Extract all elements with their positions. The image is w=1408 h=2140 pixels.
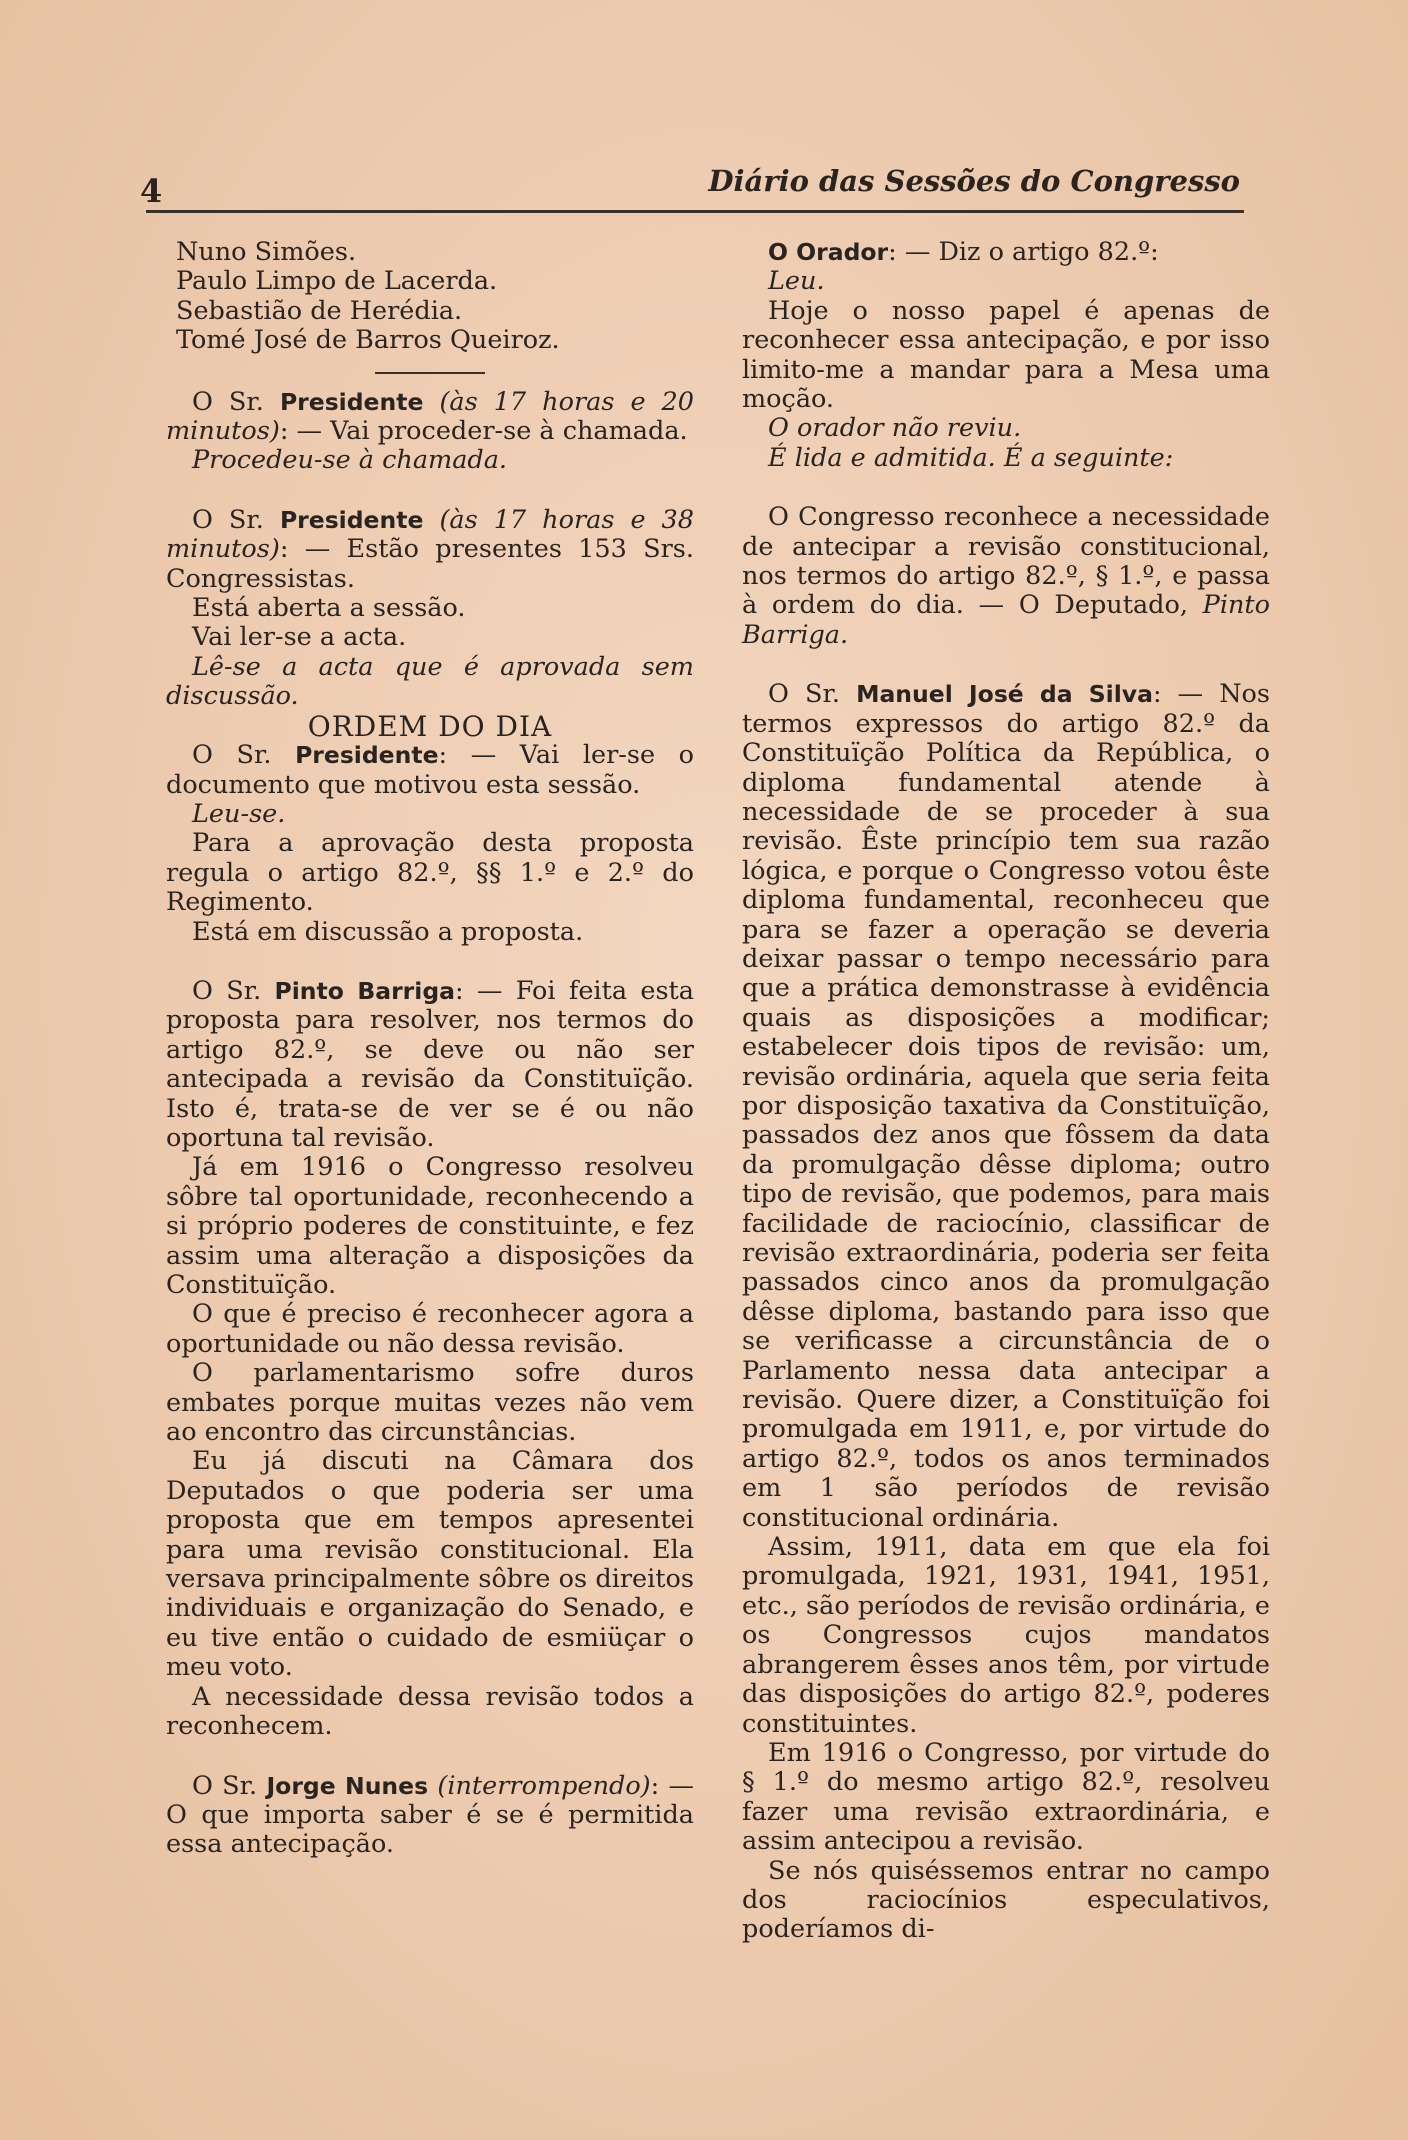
- speaker-name: Presidente: [279, 387, 424, 416]
- speech-line: A necessidade dessa revisão todos a reconhecem.: [166, 1681, 694, 1742]
- speaker-name: Pinto Barriga: [274, 976, 456, 1005]
- speech-line: Já em 1916 o Congresso resolveu sôbre tal oportunidade, reconhecendo a si próprio poderes de constituinte, e fez assim uma alteração a disposições da Constituïção.: [166, 1152, 694, 1300]
- procedural-note: Leu.: [768, 266, 825, 297]
- speaker-prefix: O Sr.: [192, 386, 264, 417]
- running-title: Diário das Sessões do Congresso: [708, 164, 1240, 198]
- speech-line: Eu já discuti na Câmara dos Deputados o que poderia ser uma proposta que em tempos apresentei para uma revisão constitucional. Ela versava principalmente sôbre os direitos individuais e organização do Senado, e eu tive então o cuidado de esmiüçar o meu voto.: [166, 1446, 694, 1683]
- speech-line: Vai ler-se a acta.: [192, 622, 407, 653]
- speech-paragraph: [166, 388, 694, 447]
- name-item: Nuno Simões.: [176, 237, 357, 267]
- time-note: (às 17 horas e 20 minutos): [166, 386, 695, 447]
- speech-paragraph: [166, 1772, 694, 1860]
- procedural-note: Leu-se.: [192, 798, 286, 829]
- speaker-prefix: O Sr.: [192, 975, 262, 1006]
- left-column: [166, 238, 694, 1860]
- speech-line: Se nós quiséssemos entrar no campo dos raciocínios especulativos, poderíamos di-: [742, 1855, 1270, 1945]
- speaker-prefix: O Sr.: [768, 679, 840, 710]
- speech-line: Está aberta a sessão.: [192, 593, 466, 624]
- speech-text: : — Diz o artigo 82.º:: [888, 237, 1159, 267]
- speech-text: : — Vai ler-se o documento que motivou esta sessão.: [166, 740, 694, 800]
- speech-text: : — Nos termos expressos do artigo 82.º da Constituïção Política da República, o diploma fundamental atende à necessidade de se proceder à sua revisão. Êste princípio tem sua razão lógica, e porque o Congresso votou êste diploma fundamental, reconheceu que para se fazer a operação se deveria deixar passar o tempo necessário para que a prática demonstrasse à evidência quais as disposições a modificar; estabelecer dois tipos de revisão: um, revisão ordinária, aquela que seria feita por disposição taxativa da Constituïção, passados dez anos que fôssem da data da promulgação dêsse diploma; outro tipo de revisão, que podemos, para mais facilidade de raciocínio, classificar de revisão extraordinária, poderia ser feita passados cinco anos da promulgação dêsse diploma, bastando para isso que se verificasse a circunstância de o Parlamento nessa data antecipar a revisão. Quere dizer, a Constituïção foi promulgada em 1911, e, por virtude do artigo 82.º, todos os anos terminados em 1 são períodos de revisão constitucional ordinária.: [742, 679, 1270, 1533]
- header-rule: [146, 210, 1244, 213]
- speaker-name: Jorge Nunes: [266, 1771, 429, 1800]
- speech-paragraph: [166, 977, 694, 1153]
- speech-paragraph: [166, 741, 694, 800]
- section-heading: ORDEM DO DIA: [307, 709, 553, 743]
- speaker-prefix: O Sr.: [192, 504, 264, 535]
- speech-paragraph: [742, 680, 1270, 1533]
- right-column: [742, 238, 1270, 1945]
- speaker-name: O Orador: [768, 238, 889, 266]
- speech-paragraph: [166, 506, 694, 594]
- speech-line: O parlamentarismo sofre duros embates porque muitas vezes não vem ao encontro das circunstâncias.: [166, 1358, 694, 1448]
- speech-line: Assim, 1911, data em que ela foi promulgada, 1921, 1931, 1941, 1951, etc., são períodos de revisão ordinária, e os Congressos cujos mandatos abrangerem êsses anos têm, por virtude das disposições do artigo 82.º, poderes constituintes.: [742, 1532, 1270, 1739]
- speech-line: Para a aprovação desta proposta regula o artigo 82.º, §§ 1.º e 2.º do Regimento.: [166, 828, 694, 918]
- speaker-prefix: O Sr.: [192, 1770, 258, 1801]
- speech-text: : — Estão presentes 153 Srs. Congressistas.: [166, 534, 694, 594]
- speech-text: : — O que importa saber é se é permitida essa antecipação.: [166, 1770, 694, 1860]
- name-item: Tomé José de Barros Queiroz.: [176, 325, 560, 356]
- speech-line: O que é preciso é reconhecer agora a oportunidade ou não dessa revisão.: [166, 1299, 694, 1359]
- names-list: [166, 238, 694, 356]
- speech-line: Está em discussão a proposta.: [192, 916, 584, 947]
- interjection-note: (interrompendo): [437, 1770, 651, 1801]
- procedural-note: É lida e admitida. É a seguinte:: [768, 442, 1174, 473]
- speech-line: Hoje o nosso papel é apenas de reconhecer essa antecipação, e por isso limito-me a mandar para a Mesa uma moção.: [742, 295, 1270, 415]
- speech-line: Em 1916 o Congresso, por virtude do § 1.º do mesmo artigo 82.º, resolveu fazer uma revisão extraordinária, e assim antecipou a revisão.: [742, 1737, 1270, 1857]
- motion-signature: Pinto Barriga.: [742, 590, 1271, 650]
- name-item: Sebastião de Herédia.: [176, 295, 463, 326]
- motion-body: O Congresso reconhece a necessidade de antecipar a revisão constitucional, nos termos do artigo 82.º, § 1.º, e passa à ordem do dia. — O Deputado,: [742, 502, 1270, 621]
- speaker-name: Presidente: [279, 505, 424, 534]
- speaker-name: Presidente: [295, 741, 439, 770]
- page-number: 4: [140, 172, 163, 210]
- time-note: (às 17 horas e 38 minutos): [166, 504, 695, 565]
- speech-text: : — Foi feita esta proposta para resolver, nos termos do artigo 82.º, se deve ou não ser antecipada a revisão da Constituïção. Isto é, trata-se de ver se é ou não oportuna tal revisão.: [166, 975, 694, 1153]
- speech-text: : — Vai proceder-se à chamada.: [279, 416, 688, 447]
- procedural-note: O orador não reviu.: [768, 413, 1022, 444]
- procedural-note: Lê-se a acta que é aprovada sem discussão.: [166, 651, 694, 712]
- speaker-prefix: O Sr.: [192, 740, 272, 771]
- speech-paragraph: [742, 238, 1270, 267]
- name-item: Paulo Limpo de Lacerda.: [176, 266, 498, 297]
- procedural-note: Procedeu-se à chamada.: [192, 445, 508, 476]
- section-rule: [375, 372, 485, 374]
- speaker-name: Manuel José da Silva: [856, 680, 1153, 709]
- motion-text: [742, 503, 1270, 650]
